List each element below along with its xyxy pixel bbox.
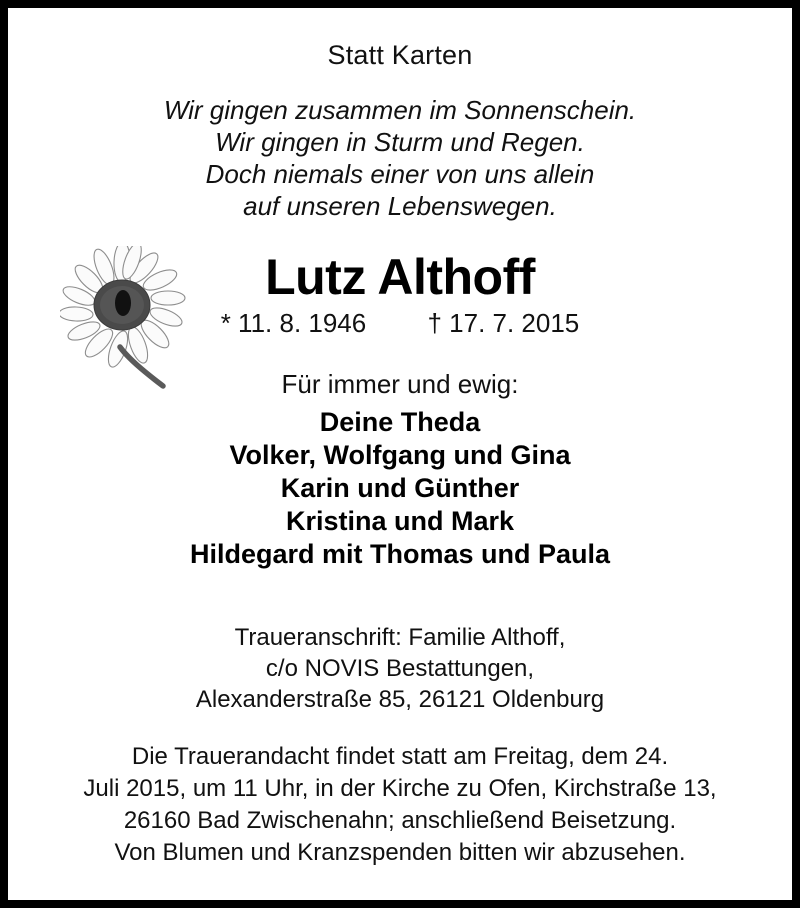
service-details-block: [8, 741, 792, 869]
family-name-line: Kristina und Mark: [285, 506, 515, 536]
poem-line: Doch niemals einer von uns allein: [205, 159, 595, 189]
poem-line: auf unseren Lebenswegen.: [243, 191, 557, 221]
family-names-block: [8, 406, 792, 571]
family-name-line: Deine Theda: [319, 407, 481, 437]
poem-block: [8, 94, 792, 222]
family-name-line: Volker, Wolfgang und Gina: [229, 440, 571, 470]
dedication-line: Für immer und ewig:: [281, 369, 519, 399]
address-line: Alexanderstraße 85, 26121 Oldenburg: [195, 686, 605, 713]
service-line: Juli 2015, um 11 Uhr, in der Kirche zu Ofen, Kirchstraße 13,: [83, 775, 717, 802]
poem-line: Wir gingen in Sturm und Regen.: [215, 127, 585, 157]
service-line: Von Blumen und Kranzspenden bitten wir abzusehen.: [114, 839, 686, 866]
death-date: † 17. 7. 2015: [427, 308, 580, 338]
address-line: c/o NOVIS Bestattungen,: [265, 655, 535, 682]
mourning-address-block: [8, 622, 792, 715]
poem-line: Wir gingen zusammen im Sonnenschein.: [163, 95, 637, 125]
address-line: Traueranschrift: Familie Althoff,: [234, 624, 566, 651]
life-dates: [8, 308, 792, 339]
family-name-line: Hildegard mit Thomas und Paula: [189, 539, 611, 569]
notice-sheet: [8, 8, 792, 900]
statt-karten-heading: Statt Karten: [327, 40, 473, 70]
birth-date: * 11. 8. 1946: [220, 308, 367, 338]
deceased-name: Lutz Althoff: [265, 249, 535, 305]
service-line: 26160 Bad Zwischenahn; anschließend Beisetzung.: [123, 807, 677, 834]
service-line: Die Trauerandacht findet statt am Freitag, dem 24.: [131, 743, 669, 770]
family-name-line: Karin und Günther: [280, 473, 520, 503]
